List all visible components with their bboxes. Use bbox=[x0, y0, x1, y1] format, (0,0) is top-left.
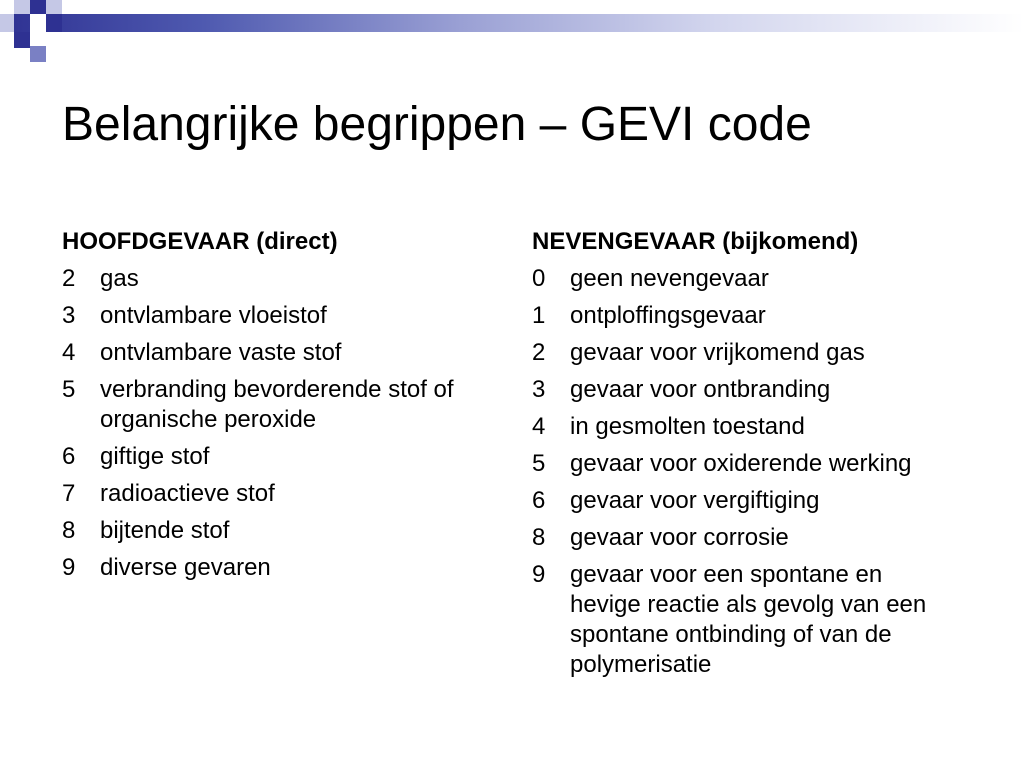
item-text: ontvlambare vloeistof bbox=[100, 302, 327, 329]
list-item bbox=[62, 375, 502, 435]
list-item bbox=[532, 301, 952, 331]
list-item bbox=[532, 375, 952, 405]
item-text: bijtende stof bbox=[100, 517, 230, 544]
item-text: ontploffingsgevaar bbox=[570, 302, 766, 329]
hoofdgevaar-heading: HOOFDGEVAAR (direct) bbox=[62, 228, 338, 255]
decorative-square bbox=[46, 14, 62, 32]
decorative-square bbox=[30, 14, 46, 32]
item-text: gevaar voor ontbranding bbox=[570, 376, 831, 403]
list-item bbox=[532, 338, 952, 368]
list-item bbox=[532, 412, 952, 442]
list-item bbox=[62, 479, 502, 509]
item-text: gevaar voor een spontane en hevige reactie als gevolg van een spontane ontbinding of van de polymerisatie bbox=[570, 561, 927, 678]
item-code: 9 bbox=[62, 554, 76, 581]
item-text: diverse gevaren bbox=[100, 554, 271, 581]
item-code: 6 bbox=[532, 487, 546, 514]
list-item bbox=[532, 523, 952, 553]
item-text: ontvlambare vaste stof bbox=[100, 339, 342, 366]
hoofdgevaar-column bbox=[62, 227, 502, 590]
item-code: 3 bbox=[532, 376, 546, 403]
slide-title: Belangrijke begrippen – GEVI code bbox=[62, 98, 812, 151]
item-text: in gesmolten toestand bbox=[570, 413, 805, 440]
item-code: 9 bbox=[532, 561, 546, 588]
item-code: 7 bbox=[62, 480, 76, 507]
list-item bbox=[62, 516, 502, 546]
item-code: 6 bbox=[62, 443, 76, 470]
decorative-square bbox=[14, 32, 30, 48]
nevengevaar-heading: NEVENGEVAAR (bijkomend) bbox=[532, 228, 859, 255]
list-item bbox=[532, 560, 952, 680]
decorative-square bbox=[46, 0, 62, 14]
decorative-square bbox=[30, 0, 46, 14]
item-code: 4 bbox=[62, 339, 76, 366]
item-code: 3 bbox=[62, 302, 76, 329]
item-text: verbranding bevorderende stof of organische peroxide bbox=[100, 376, 454, 433]
item-code: 8 bbox=[532, 524, 546, 551]
item-code: 5 bbox=[62, 376, 76, 403]
item-text: radioactieve stof bbox=[100, 480, 275, 507]
item-code: 2 bbox=[62, 265, 76, 292]
item-text: gas bbox=[100, 265, 139, 292]
item-code: 8 bbox=[62, 517, 76, 544]
decorative-square bbox=[30, 46, 46, 62]
item-code: 5 bbox=[532, 450, 546, 477]
list-item bbox=[62, 264, 502, 294]
item-text: giftige stof bbox=[100, 443, 210, 470]
decorative-square bbox=[0, 14, 14, 32]
item-text: gevaar voor corrosie bbox=[570, 524, 789, 551]
list-item bbox=[62, 301, 502, 331]
decorative-square bbox=[14, 0, 30, 14]
item-text: geen nevengevaar bbox=[570, 265, 769, 292]
item-text: gevaar voor oxiderende werking bbox=[570, 450, 912, 477]
item-code: 1 bbox=[532, 302, 546, 329]
list-item bbox=[62, 553, 502, 583]
item-code: 0 bbox=[532, 265, 546, 292]
list-item bbox=[62, 338, 502, 368]
list-item bbox=[62, 442, 502, 472]
item-code: 4 bbox=[532, 413, 546, 440]
list-item bbox=[532, 449, 952, 479]
item-code: 2 bbox=[532, 339, 546, 366]
nevengevaar-column bbox=[532, 227, 952, 687]
item-text: gevaar voor vrijkomend gas bbox=[570, 339, 865, 366]
list-item bbox=[532, 264, 952, 294]
header-gradient-bar bbox=[0, 14, 1024, 32]
item-text: gevaar voor vergiftiging bbox=[570, 487, 820, 514]
list-item bbox=[532, 486, 952, 516]
